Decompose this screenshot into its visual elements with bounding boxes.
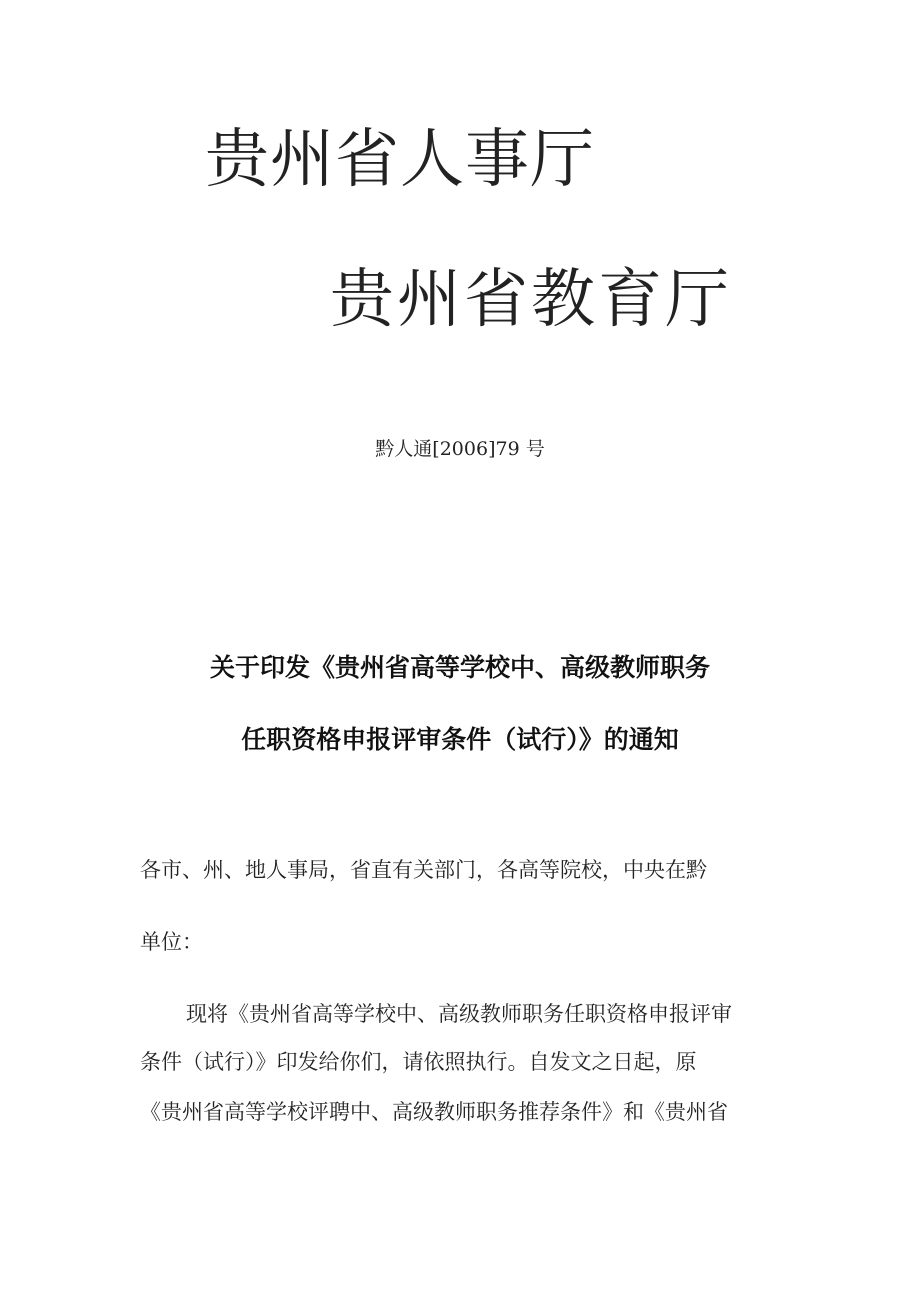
body-paragraph-line-2: 条件（试行）》印发给你们，请依照执行。自发文之日起，原 bbox=[140, 1050, 697, 1074]
document-number: 黔人通[2006]79 号 bbox=[375, 438, 545, 460]
salutation-line-2: 单位： bbox=[140, 930, 203, 954]
notice-title-line-2: 任职资格申报评审条件（试行）》的通知 bbox=[241, 725, 679, 754]
notice-title-line-1: 关于印发《贵州省高等学校中、高级教师职务 bbox=[209, 653, 710, 682]
body-paragraph-line-1: 现将《贵州省高等学校中、高级教师职务任职资格申报评审 bbox=[186, 1002, 732, 1026]
issuer-name-education-department: 贵州省教育厅 bbox=[330, 263, 732, 337]
salutation-line-1: 各市、州、地人事局，省直有关部门，各高等院校，中央在黔 bbox=[140, 858, 707, 882]
body-paragraph-line-3: 《贵州省高等学校评聘中、高级教师职务推荐条件》和《贵州省 bbox=[140, 1100, 728, 1124]
issuer-name-personnel-department: 贵州省人事厅 bbox=[205, 123, 595, 197]
